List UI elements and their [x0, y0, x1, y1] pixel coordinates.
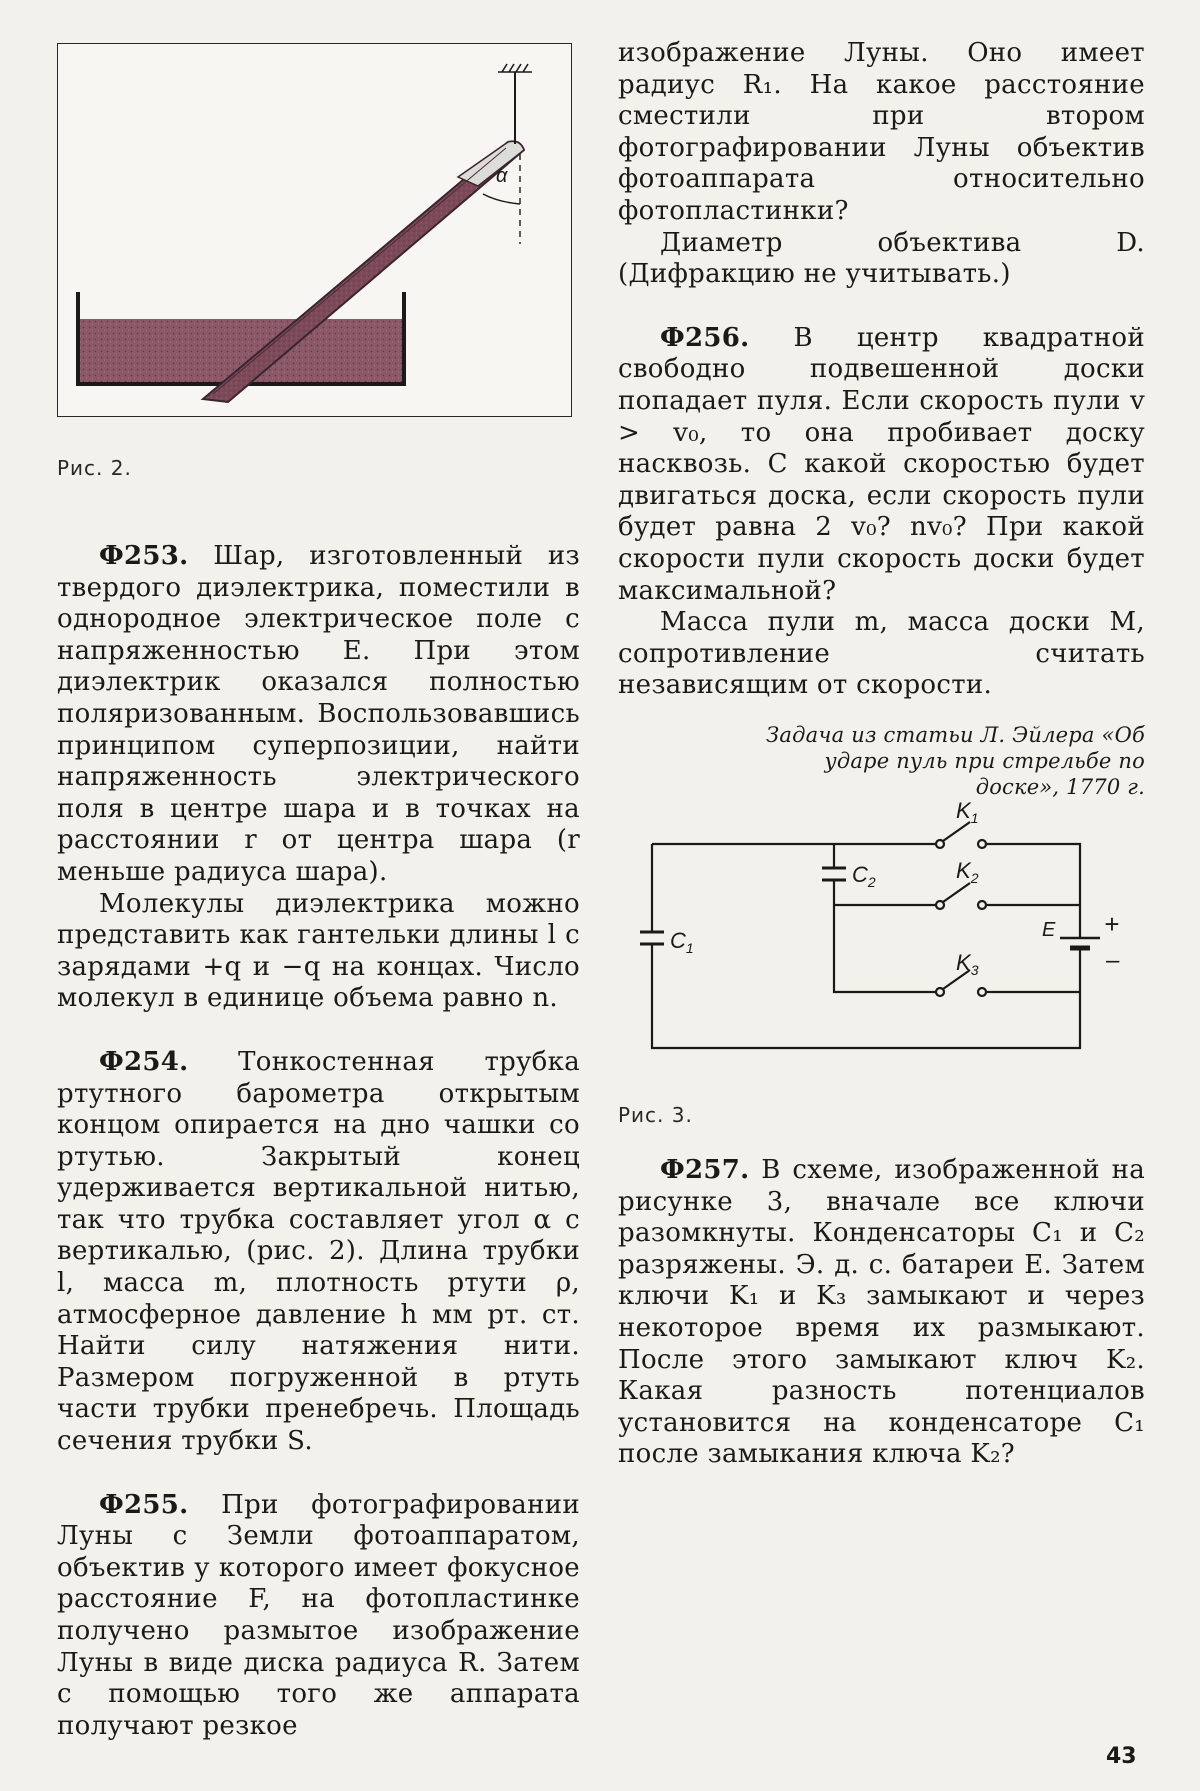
figure-2-drawing: [58, 44, 571, 416]
problem-number: Ф257.: [660, 1155, 750, 1185]
ceiling-support: [498, 64, 532, 72]
problem-256-note: Масса пули m, масса доски M, сопротивление считать независящим от скорости.: [618, 607, 1145, 701]
figure-2-caption: Рис. 2.: [57, 456, 132, 480]
capacitor-c1: [640, 932, 664, 944]
figure-3-circuit: [640, 790, 1160, 1060]
problem-257: [618, 1155, 1145, 1471]
label-plus: +: [1104, 909, 1120, 939]
problem-text: При фотографировании Луны с Земли фотоаппаратом, объектив у которого имеет фокусное расстояние F, на фотопластинке получено размытое изображение Луны в виде диска радиуса R. Затем с помощью того же аппарата получают резкое: [57, 1489, 580, 1741]
problem-255-continued: изображение Луны. Оно имеет радиус R₁. На какое расстояние сместили при втором фотографировании Луны объектив фотоаппарата относительно фотопластинки?: [618, 38, 1145, 226]
problem-number: Ф253.: [99, 541, 189, 571]
problem-254: [57, 1047, 580, 1458]
problem-255-note: Диаметр объектива D. (Дифракцию не учитывать.): [618, 227, 1145, 290]
problem-256-attribution: Задача из статьи Л. Эйлера «Об ударе пуль при стрельбе по доске», 1770 г.: [766, 722, 1145, 799]
label-k2: $K_2$: [956, 858, 979, 886]
figure-2: [57, 43, 572, 417]
problem-text: Шар, изготовленный из твердого диэлектрика, поместили в однородное электрическое поле с напряженностью E. При этом диэлектрик оказался полностью поляризованным. Воспользовавшись принципом суперпозиции, найти напряженность электрического поля в центре шара и в точках на расстоянии r от центра шара (r меньше радиуса шара).: [57, 541, 580, 887]
problem-253: [57, 541, 580, 889]
page-number: 43: [1106, 1744, 1137, 1769]
battery-e: [1060, 938, 1100, 962]
problem-text: В центр квадратной свободно подвешенной доски попадает пуля. Если скорость пули v > v₀, то она пробивает доску насквозь. С какой скоростью будет двигаться доска, если скорость пули будет равна 2 v₀? nv₀? При какой скорости пули скорость доски будет максимальной?: [618, 322, 1145, 606]
problem-text: В схеме, изображенной на рисунке 3, вначале все ключи разомкнуты. Конденсаторы C₁ и C₂ разряжены. Э. д. с. батареи E. Затем ключи K₁ и K₃ замыкают и через некоторое время их размыкают. После этого замыкают ключ K₂. Какая разность потенциалов установится на конденсаторе C₁ после замыкания ключа K₂?: [618, 1155, 1145, 1470]
angle-arc: [483, 194, 520, 204]
label-e: E: [1042, 919, 1056, 941]
capacitor-c2: [822, 868, 846, 880]
problem-text: Тонкостенная трубка ртутного барометра открытым концом опирается на дно чашки со ртутью. Закрытый конец удерживается вертикальной нитью, так что трубка составляет угол α с вертикалью, (рис. 2). Длина трубки l, масса m, плотность ртути ρ, атмосферное давление h мм рт. ст. Найти силу натяжения нити. Размером погруженной в ртуть части трубки пренебречь. Площадь сечения трубки S.: [57, 1046, 580, 1457]
label-c1: $C_1$: [670, 928, 694, 956]
problem-number: Ф254.: [99, 1046, 189, 1077]
angle-label: α: [496, 165, 508, 187]
right-column: [618, 38, 1145, 800]
right-column-lower: [618, 1155, 1145, 1471]
switch-k1: [936, 822, 986, 848]
label-c2: $C_2$: [852, 862, 876, 890]
label-minus: –: [1106, 947, 1120, 974]
problem-253-note: Молекулы диэлектрика можно представить как гантельки длины l с зарядами +q и −q на концах. Число молекул в единице объема равно n.: [57, 888, 580, 1014]
problem-number: Ф255.: [99, 1489, 189, 1520]
problem-256: [618, 323, 1145, 607]
label-k1: $K_1$: [956, 798, 979, 826]
switch-k2: [936, 883, 986, 909]
figure-3-caption: Рис. 3.: [618, 1103, 693, 1127]
left-column: [57, 541, 580, 1742]
label-k3: $K_3$: [956, 950, 979, 978]
problem-number: Ф256.: [660, 322, 750, 353]
problem-255: [57, 1490, 580, 1743]
